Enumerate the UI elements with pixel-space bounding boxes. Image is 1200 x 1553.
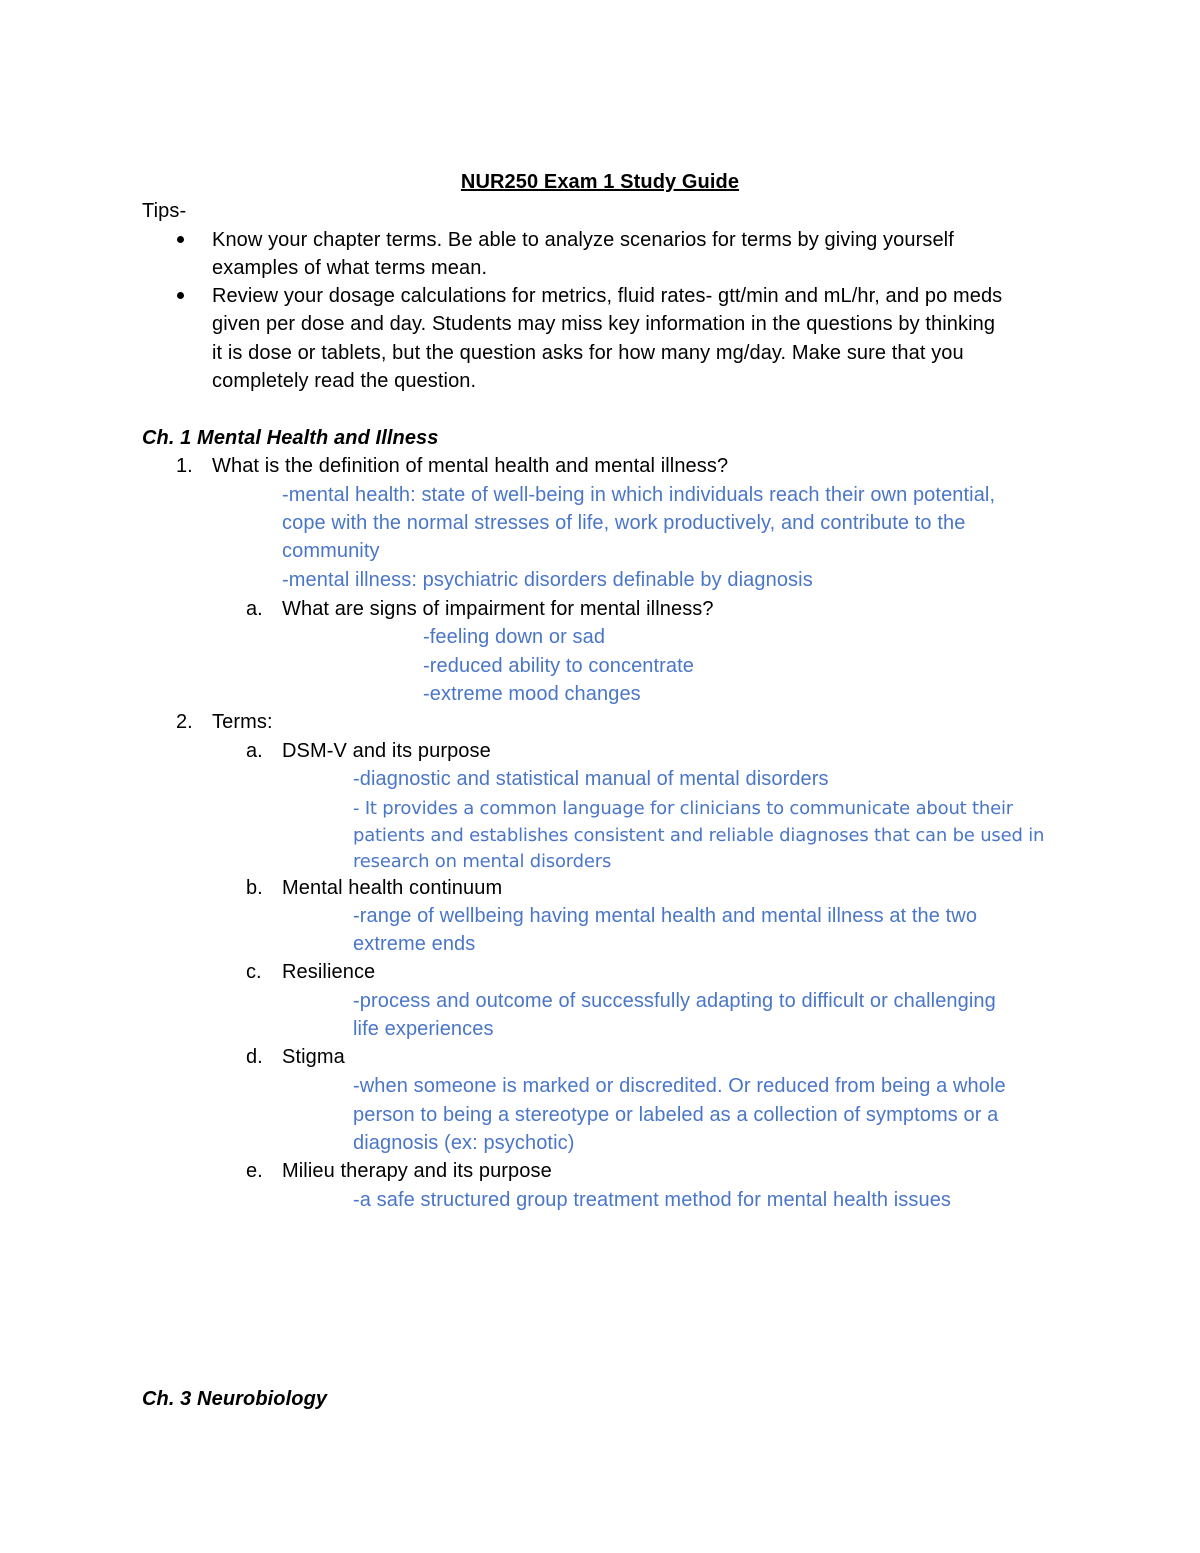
term-milieu-therapy: Milieu therapy and its purpose (282, 1160, 552, 1182)
answer-line: extreme ends (353, 933, 476, 955)
sub-question-1a: What are signs of impairment for mental illness? (282, 598, 714, 620)
list-letter: b. (246, 877, 263, 899)
question-1: What is the definition of mental health and mental illness? (212, 455, 729, 477)
tips-label: Tips- (142, 200, 187, 222)
list-letter: e. (246, 1160, 263, 1182)
list-letter: c. (246, 961, 262, 983)
answer-line: research on mental disorders (353, 851, 612, 872)
answer-line: -range of wellbeing having mental health and mental illness at the two (353, 905, 978, 927)
chapter-1-heading: Ch. 1 Mental Health and Illness (142, 427, 439, 449)
list-number: 1. (176, 455, 193, 477)
tip-2-line-2: given per dose and day. Students may miss key information in the questions by thinking (212, 313, 996, 335)
tip-2-line-4: completely read the question. (212, 370, 477, 392)
answer-line: diagnosis (ex: psychotic) (353, 1132, 575, 1154)
term-resilience: Resilience (282, 961, 376, 983)
list-letter: a. (246, 598, 263, 620)
answer-line: life experiences (353, 1018, 494, 1040)
term-stigma: Stigma (282, 1046, 345, 1068)
list-letter: d. (246, 1046, 263, 1068)
tip-1-line-1: Know your chapter terms. Be able to analyze scenarios for terms by giving yourself (212, 229, 954, 251)
answer-line: community (282, 540, 380, 562)
answer-line: -mental health: state of well-being in which individuals reach their own potential, (282, 484, 996, 506)
bullet-icon (177, 292, 184, 299)
answer-line: - It provides a common language for clinicians to communicate about their (353, 798, 1013, 819)
answer-line: patients and establishes consistent and reliable diagnoses that can be used in (353, 825, 1045, 846)
term-dsm-v: DSM-V and its purpose (282, 740, 491, 762)
chapter-3-heading: Ch. 3 Neurobiology (142, 1388, 328, 1410)
answer-line: -extreme mood changes (423, 683, 641, 705)
question-2: Terms: (212, 711, 273, 733)
page-title: NUR250 Exam 1 Study Guide (460, 171, 740, 193)
answer-line: -a safe structured group treatment method for mental health issues (353, 1189, 952, 1211)
answer-line: -mental illness: psychiatric disorders definable by diagnosis (282, 569, 813, 591)
bullet-icon (177, 236, 184, 243)
answer-line: -diagnostic and statistical manual of mental disorders (353, 768, 829, 790)
answer-line: cope with the normal stresses of life, work productively, and contribute to the (282, 512, 966, 534)
term-mental-health-continuum: Mental health continuum (282, 877, 503, 899)
list-letter: a. (246, 740, 263, 762)
list-number: 2. (176, 711, 193, 733)
tip-2-line-1: Review your dosage calculations for metrics, fluid rates- gtt/min and mL/hr, and po meds (212, 285, 1003, 307)
answer-line: -process and outcome of successfully adapting to difficult or challenging (353, 990, 996, 1012)
answer-line: -when someone is marked or discredited. Or reduced from being a whole (353, 1075, 1006, 1097)
answer-line: -feeling down or sad (423, 626, 606, 648)
tip-2-line-3: it is dose or tablets, but the question asks for how many mg/day. Make sure that you (212, 342, 964, 364)
answer-line: person to being a stereotype or labeled as a collection of symptoms or a (353, 1104, 999, 1126)
answer-line: -reduced ability to concentrate (423, 655, 695, 677)
tip-1-line-2: examples of what terms mean. (212, 257, 488, 279)
